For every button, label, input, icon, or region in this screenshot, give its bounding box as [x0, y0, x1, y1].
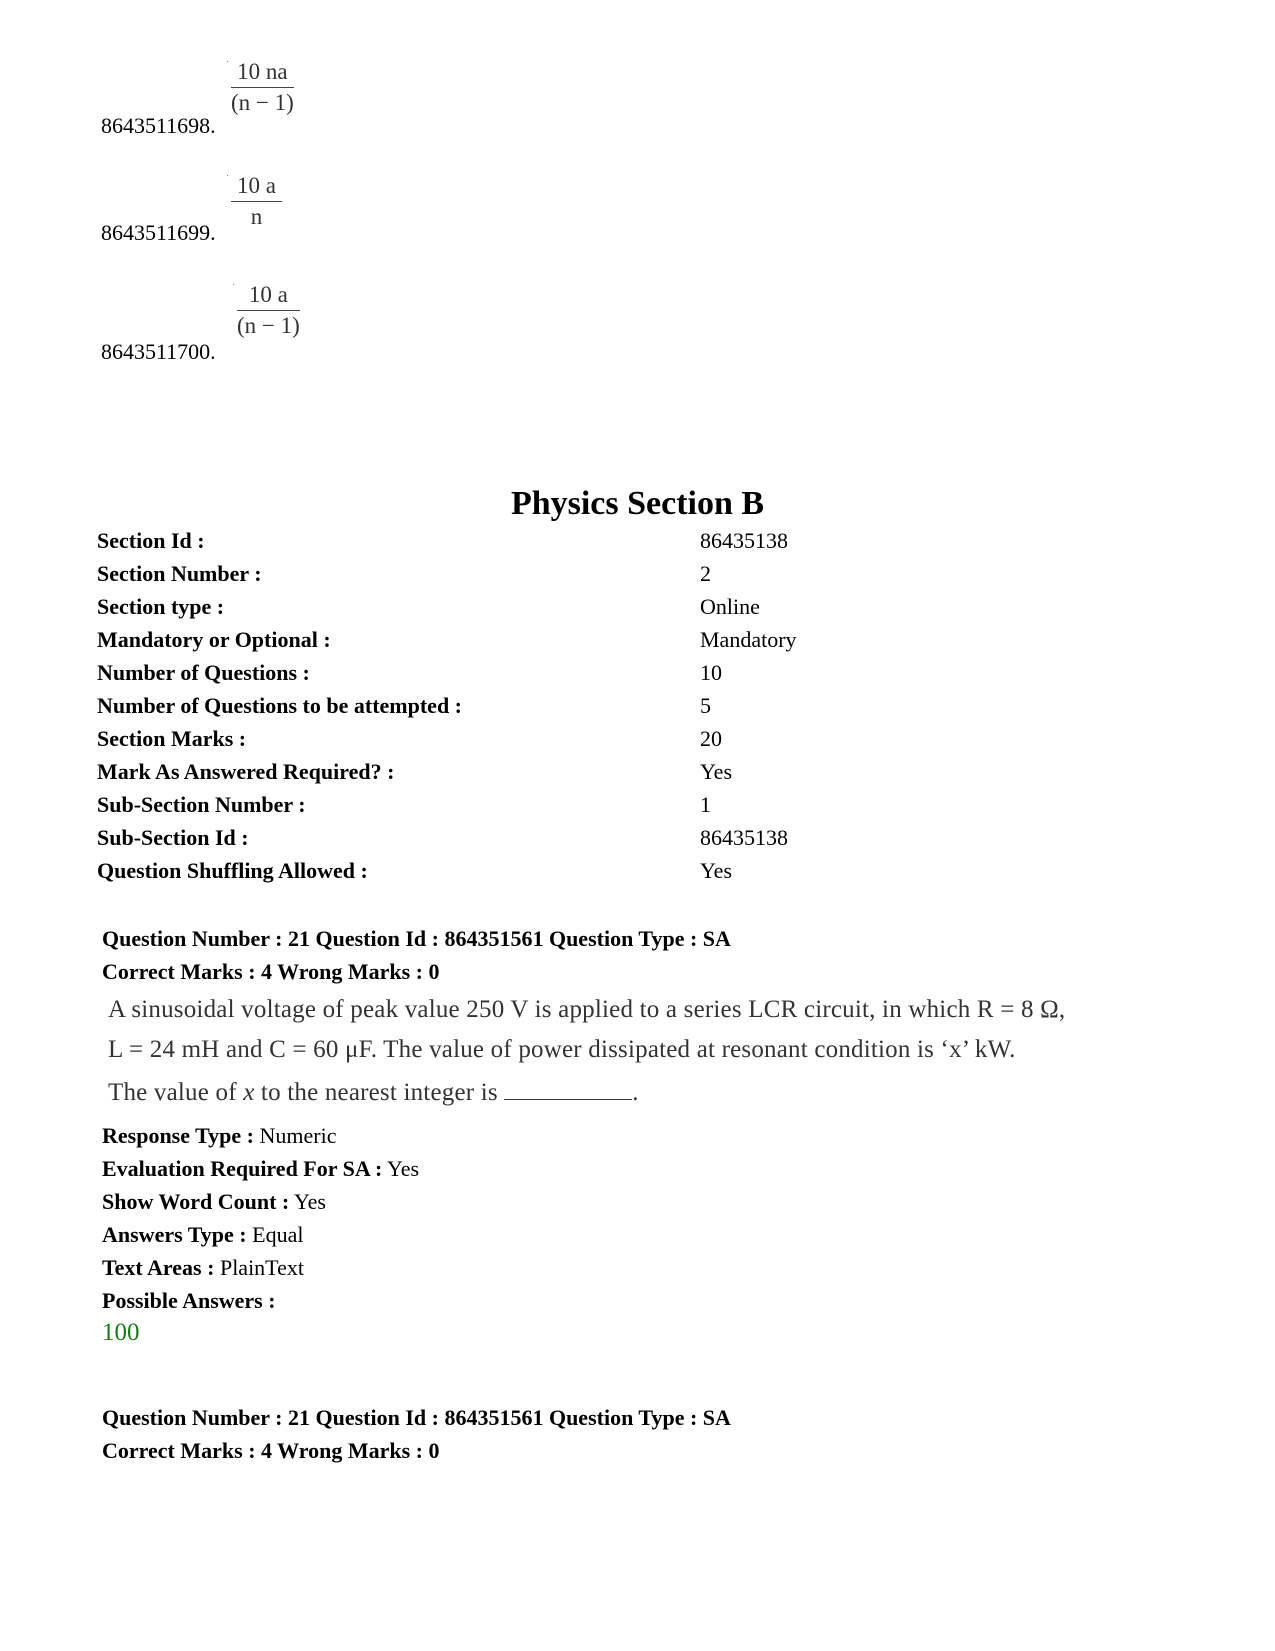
section-field-value: Online	[700, 594, 760, 619]
option-fraction: · 10 na (n − 1)	[226, 57, 294, 115]
fraction-numerator: 10 a	[237, 282, 300, 311]
section-field-value: 5	[700, 693, 711, 718]
question-text-line	[108, 1079, 639, 1107]
section-field-value: 86435138	[700, 825, 788, 850]
fraction-denominator: (n − 1)	[231, 90, 294, 115]
section-field-value: Yes	[700, 759, 733, 784]
section-field-label: Number of Questions to be attempted :	[97, 693, 463, 718]
section-field-label: Question Shuffling Allowed :	[97, 858, 368, 883]
section-field-label: Section Marks :	[97, 726, 247, 751]
meta-label: Response Type :	[102, 1123, 254, 1148]
fraction-denominator: n	[250, 204, 263, 229]
section-field-label: Number of Questions :	[97, 660, 310, 685]
meta-value: Yes	[293, 1189, 326, 1214]
meta-label: Text Areas :	[102, 1255, 215, 1280]
section-title: Physics Section B	[510, 485, 765, 522]
meta-label: Show Word Count :	[102, 1189, 290, 1214]
section-field-label: Sub-Section Id :	[97, 825, 249, 850]
section-field-value: 20	[700, 726, 722, 751]
question-meta-row	[102, 1288, 276, 1314]
question-meta-row	[102, 1123, 336, 1149]
section-field-label: Section Id :	[97, 528, 205, 553]
possible-answer: 100	[102, 1319, 140, 1346]
section-field-label: Mark As Answered Required? :	[97, 759, 395, 784]
meta-value: Yes	[387, 1156, 420, 1181]
section-field-value: 10	[700, 660, 722, 685]
question-marks: Correct Marks : 4 Wrong Marks : 0	[102, 959, 440, 984]
question-text-part: The value of	[108, 1079, 244, 1106]
option-id: 8643511700.	[101, 339, 216, 364]
section-field-value: 86435138	[700, 528, 788, 553]
meta-label: Possible Answers :	[102, 1288, 276, 1313]
section-field-value: 2	[700, 561, 711, 586]
question-variable: x	[243, 1079, 255, 1106]
question-header: Question Number : 21 Question Id : 864351561 Question Type : SA	[102, 926, 731, 951]
fraction-denominator: (n − 1)	[237, 313, 300, 338]
meta-label: Evaluation Required For SA :	[102, 1156, 383, 1181]
section-field-label: Sub-Section Number :	[97, 792, 306, 817]
section-field-value: Yes	[700, 858, 733, 883]
question-meta-row	[102, 1222, 303, 1248]
fraction-numerator: 10 na	[231, 59, 294, 88]
option-fraction: · 10 a (n − 1)	[232, 280, 300, 338]
meta-value: Numeric	[259, 1123, 337, 1148]
answer-blank	[504, 1081, 632, 1100]
section-field-label: Section type :	[97, 594, 225, 619]
question-meta-row	[102, 1156, 419, 1182]
section-field-value: Mandatory	[700, 627, 797, 652]
section-field-label: Section Number :	[97, 561, 262, 586]
question-text-part: .	[632, 1079, 639, 1106]
section-field-value: 1	[700, 792, 711, 817]
meta-value: Equal	[252, 1222, 304, 1247]
meta-value: PlainText	[219, 1255, 304, 1280]
section-field-label: Mandatory or Optional :	[97, 627, 331, 652]
question-meta-row	[102, 1255, 304, 1281]
question-text-line: L = 24 mH and C = 60 μF. The value of power dissipated at resonant condition is ‘x’ kW.	[108, 1036, 1016, 1063]
question-text-part: to the nearest integer is	[254, 1079, 505, 1106]
meta-label: Answers Type :	[102, 1222, 247, 1247]
option-id: 8643511698.	[101, 113, 216, 138]
question-marks: Correct Marks : 4 Wrong Marks : 0	[102, 1438, 440, 1463]
option-fraction: · 10 a n	[231, 173, 282, 230]
question-header: Question Number : 21 Question Id : 864351561 Question Type : SA	[102, 1405, 731, 1430]
question-text-line: A sinusoidal voltage of peak value 250 V is applied to a series LCR circuit, in which R = 8 Ω,	[108, 996, 1066, 1023]
fraction-numerator: 10 a	[231, 173, 282, 202]
question-meta-row	[102, 1189, 326, 1215]
option-id: 8643511699.	[101, 220, 216, 245]
